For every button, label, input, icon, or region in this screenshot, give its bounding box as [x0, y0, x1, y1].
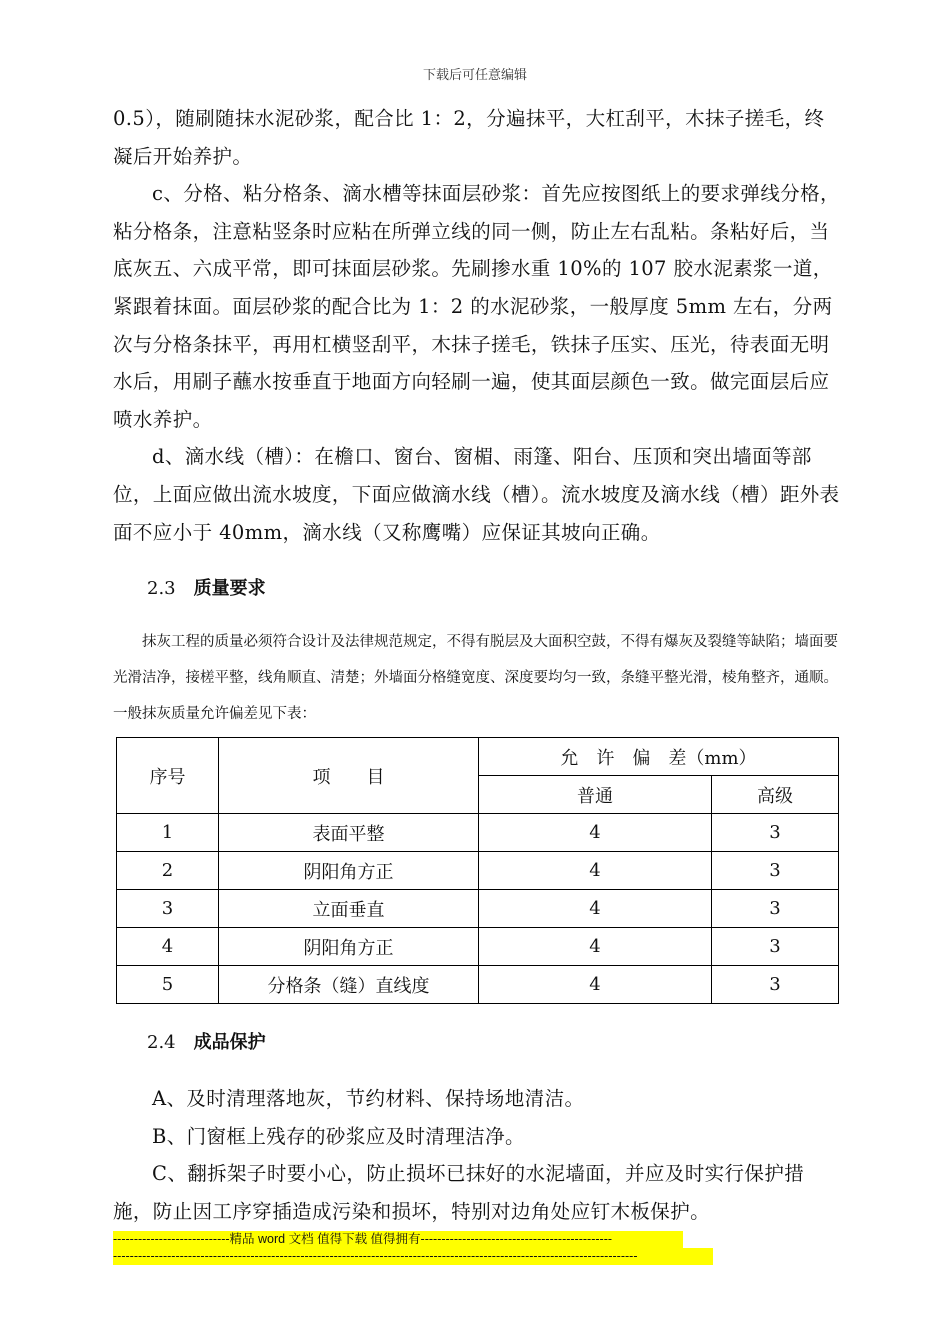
cell-seq: 2	[117, 852, 219, 890]
section-number: 2.3	[147, 578, 176, 599]
cell-seq: 1	[117, 814, 219, 852]
cell-high: 3	[712, 928, 839, 966]
tolerance-table	[116, 737, 839, 1004]
section-heading-protect	[147, 1028, 266, 1054]
header-tolerance: 允 许 偏 差（mm）	[479, 738, 839, 776]
cell-normal: 4	[479, 966, 712, 1004]
cell-item: 阴阳角方正	[219, 928, 479, 966]
list-item: A、及时清理落地灰，节约材料、保持场地清洁。	[152, 1087, 585, 1110]
paragraph: d、滴水线（槽）：在檐口、窗台、窗楣、雨篷、阳台、压顶和突出墙面等部位，上面应做出流水坡度，下面应做滴水线（槽）。流水坡度及滴水线（槽）距外表面不应小于 40mm，滴水线（又称鹰嘴）应保证其坡向正确。	[113, 445, 840, 544]
page-header: 下载后可任意编辑	[422, 68, 527, 83]
paragraph: 抹灰工程的质量必须符合设计及法律规范规定，不得有脱层及大面积空鼓，不得有爆灰及裂缝等缺陷；墙面要光滑洁净，接槎平整，线角顺直、清楚；外墙面分格缝宽度、深度要均匀一致，条缝平整光滑，棱角整齐，通顺。一般抹灰质量允许偏差见下表：	[113, 634, 838, 722]
header-normal: 普通	[479, 776, 712, 814]
table-row	[117, 890, 839, 928]
header-item: 项 目	[219, 738, 479, 814]
footer-line: ------------------------------------------------------------------------------------------------------------------------------	[113, 1248, 713, 1265]
table-row	[117, 966, 839, 1004]
header-high: 高级	[712, 776, 839, 814]
cell-normal: 4	[479, 852, 712, 890]
list-item: B、门窗框上残存的砂浆应及时清理洁净。	[152, 1124, 525, 1148]
cell-item: 阴阳角方正	[219, 852, 479, 890]
table-row	[117, 928, 839, 966]
section-number: 2.4	[147, 1032, 176, 1053]
table-row	[117, 852, 839, 890]
header-seq: 序号	[117, 738, 219, 814]
body-text-top	[113, 100, 843, 551]
section-title: 成品保护	[193, 1032, 266, 1053]
cell-item: 表面平整	[219, 814, 479, 852]
cell-seq: 3	[117, 890, 219, 928]
footer-banner	[113, 1231, 713, 1265]
protect-list	[113, 1080, 843, 1230]
cell-high: 3	[712, 852, 839, 890]
quality-intro	[113, 624, 843, 732]
table-row	[117, 814, 839, 852]
cell-item: 分格条（缝）直线度	[219, 966, 479, 1004]
cell-seq: 5	[117, 966, 219, 1004]
cell-high: 3	[712, 890, 839, 928]
section-title: 质量要求	[193, 578, 266, 599]
paragraph: c、分格、粘分格条、滴水槽等抹面层砂浆：首先应按图纸上的要求弹线分格，粘分格条，注意粘竖条时应粘在所弹立线的同一侧，防止左右乱粘。条粘好后，当底灰五、六成平常，即可抹面层砂浆。先刷掺水重 10%的 107 胶水泥素浆一道，紧跟着抹面。面层砂浆的配合比为 1：2 的水泥砂浆，一般厚度 5mm 左右，分两次与分格条抹平，再用杠横竖刮平，木抹子搓毛，铁抹子压实、压光，待表面无明水后，用刷子蘸水按垂直于地面方向轻刷一遍，使其面层颜色一致。做完面层后应喷水养护。	[113, 182, 840, 431]
list-item: C、翻拆架子时要小心，防止损坏已抹好的水泥墙面，并应及时实行保护措施，防止因工序穿插造成污染和损坏，特别对边角处应钉木板保护。	[113, 1162, 805, 1223]
section-heading-quality	[147, 574, 266, 600]
cell-seq: 4	[117, 928, 219, 966]
cell-item: 立面垂直	[219, 890, 479, 928]
cell-normal: 4	[479, 928, 712, 966]
cell-normal: 4	[479, 890, 712, 928]
cell-high: 3	[712, 966, 839, 1004]
paragraph: 0.5），随刷随抹水泥砂浆，配合比 1：2，分遍抹平，大杠刮平，木抹子搓毛，终凝后开始养护。	[113, 107, 825, 168]
footer-line: ----------------------------精品 word 文档 值得下载 值得拥有----------------------------------------------	[113, 1231, 683, 1248]
cell-normal: 4	[479, 814, 712, 852]
cell-high: 3	[712, 814, 839, 852]
